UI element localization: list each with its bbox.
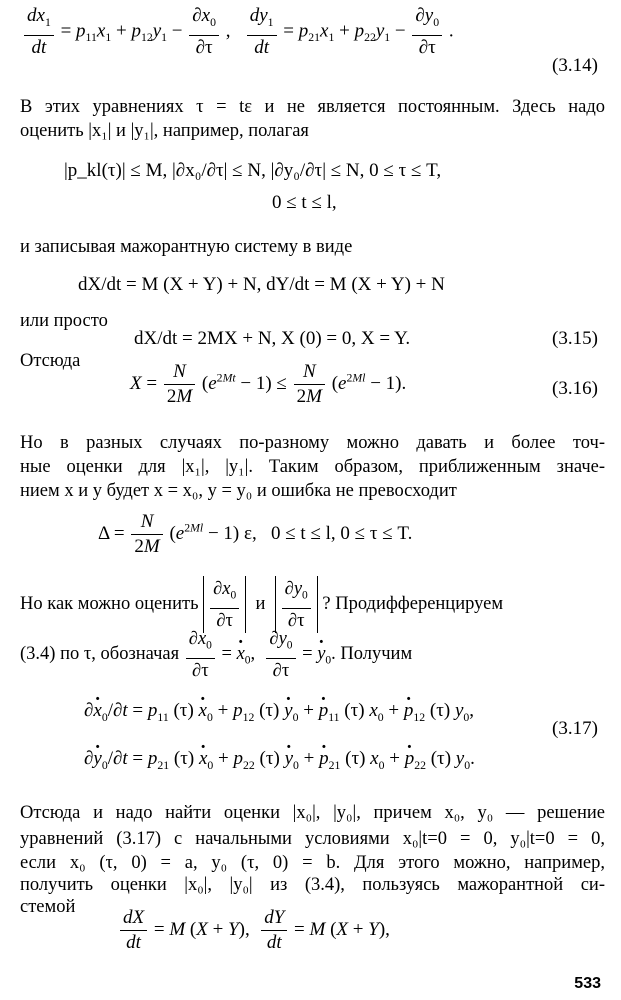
paragraph-3-line-2: ные оценки для |x₁|, |y₁|. Таким образом, приближенным значе- (20, 457, 605, 477)
equation-3-17-line-2: ∂· $y_0/\partial t = p_{21}$ $(\tau) \cdot x_0 + p_{22}$ $(\tau) \cdot y_0$ + · $p_{21}$ (τ) $x_0$ + · $p_{22}$ (τ) $y_0$. (84, 748, 475, 773)
paragraph-2: и записывая мажорантную систему в виде (20, 237, 353, 257)
paragraph-5-line-4: получить оценки |x₀|, |y₀| из (3.4), пользуясь мажорантной си- (20, 875, 605, 895)
bounds-line-2: 0 ≤ t ≤ l, (272, 192, 337, 213)
paragraph-1-line-1: В этих уравнениях τ = tε и не является постоянным. Здесь надо (20, 97, 605, 117)
bounds-line-1: |p_kl(τ)| ≤ M, |∂x₀/∂τ| ≤ N, |∂y₀/∂τ| ≤ N, 0 ≤ τ ≤ T, (64, 160, 442, 181)
paragraph-4-and: и (255, 594, 266, 614)
paragraph-4-start: Но как можно оценить (20, 594, 199, 614)
equation-number-3-17: (3.17) (552, 718, 598, 739)
paragraph-4-line-2-start: (3.4) по τ, обозначая (20, 644, 180, 664)
equation-3-14: $\frac{dx_1}{dt}$ = $p_{11}x_1 + p_{12}y_1$ − $\frac{\partial x_0}{\partial\tau}$ , $\frac{dy_1}{dt}$ = $p_{21}x_1 + p_{22}y_1$ − $\frac{\partial y_0}{\partial\tau}$ . (22, 4, 454, 60)
paragraph-3-line-3: нием x и y будет x = x₀, y = y₀ и ошибка не превосходит (20, 481, 457, 501)
paragraph-5-line-5: стемой (20, 897, 76, 917)
paragraph-3-line-1: Но в разных случаях по-разному можно давать и более точ- (20, 433, 605, 453)
paragraph-4-end: ? Продифференцируем (322, 594, 504, 614)
error-estimate-range: 0 ≤ t ≤ l, 0 ≤ τ ≤ T. (270, 522, 413, 544)
error-estimate-equation: Δ = $\frac{N}{2M}$ $(e^{2Ml} - 1)$ ε, 0 ≤ t ≤ l, 0 ≤ τ ≤ T. (98, 511, 413, 557)
hence-text-1: Отсюда (20, 351, 81, 371)
or-simply-text: или просто (20, 311, 108, 331)
equation-number-3-15: (3.15) (552, 328, 598, 349)
equation-number-3-16: (3.16) (552, 378, 598, 399)
paragraph-1-line-2: оценить |x₁| и |y₁|, например, полагая (20, 121, 309, 141)
paragraph-4-line-1: Но как можно оценить $\frac{\partial x_0}{\partial\tau}$ и $\frac{\partial y_0}{\partial\tau}$ ? Продифференцируем (20, 576, 605, 632)
paragraph-4-line-2-end: Получим (340, 644, 413, 664)
paragraph-5-line-2: уравнений (3.17) с начальными условиями x₀|t=0 = 0, y₀|t=0 = 0, (20, 829, 605, 849)
paragraph-5-line-1: Отсюда и надо найти оценки |x₀|, |y₀|, причем x₀, y₀ — решение (20, 803, 605, 823)
equation-3-16: X = $\frac{N}{2M}$ $(e^{2Mt} - 1)$ ≤ $\frac{N}{2M}$ $(e^{2Ml} - 1)$. (130, 361, 407, 407)
equation-number-3-14: (3.14) (552, 55, 598, 76)
paragraph-5-line-3: если x₀ (τ, 0) = a, y₀ (τ, 0) = b. Для этого можно, например, (20, 853, 605, 873)
page-number: 533 (574, 975, 601, 992)
paragraph-4-line-2: (3.4) по τ, обозначая $\frac{\partial x_0}{\partial\tau}$ = · $x_0$, $\frac{\partial y_0}{\partial\tau}$ = · $y_0$. Получим (20, 626, 605, 682)
final-majorant-equation: $\frac{dX}{dt}$ = M (X + Y), $\frac{dY}{dt}$ = M (X + Y), (118, 906, 390, 955)
majorant-system-equation: dX/dt = M (X + Y) + N, dY/dt = M (X + Y) + N (78, 274, 445, 295)
equation-3-17-line-1: ∂· $x_0/\partial t = p_{11}$ $(\tau) \cdot x_0 + p_{12}$ $(\tau) \cdot y_0$ + · $p_{11}$ (τ) $x_0$ + · $p_{12}$ (τ) $y_0$, (84, 700, 474, 725)
equation-3-15: dX/dt = 2MX + N, X (0) = 0, X = Y. (134, 328, 411, 349)
